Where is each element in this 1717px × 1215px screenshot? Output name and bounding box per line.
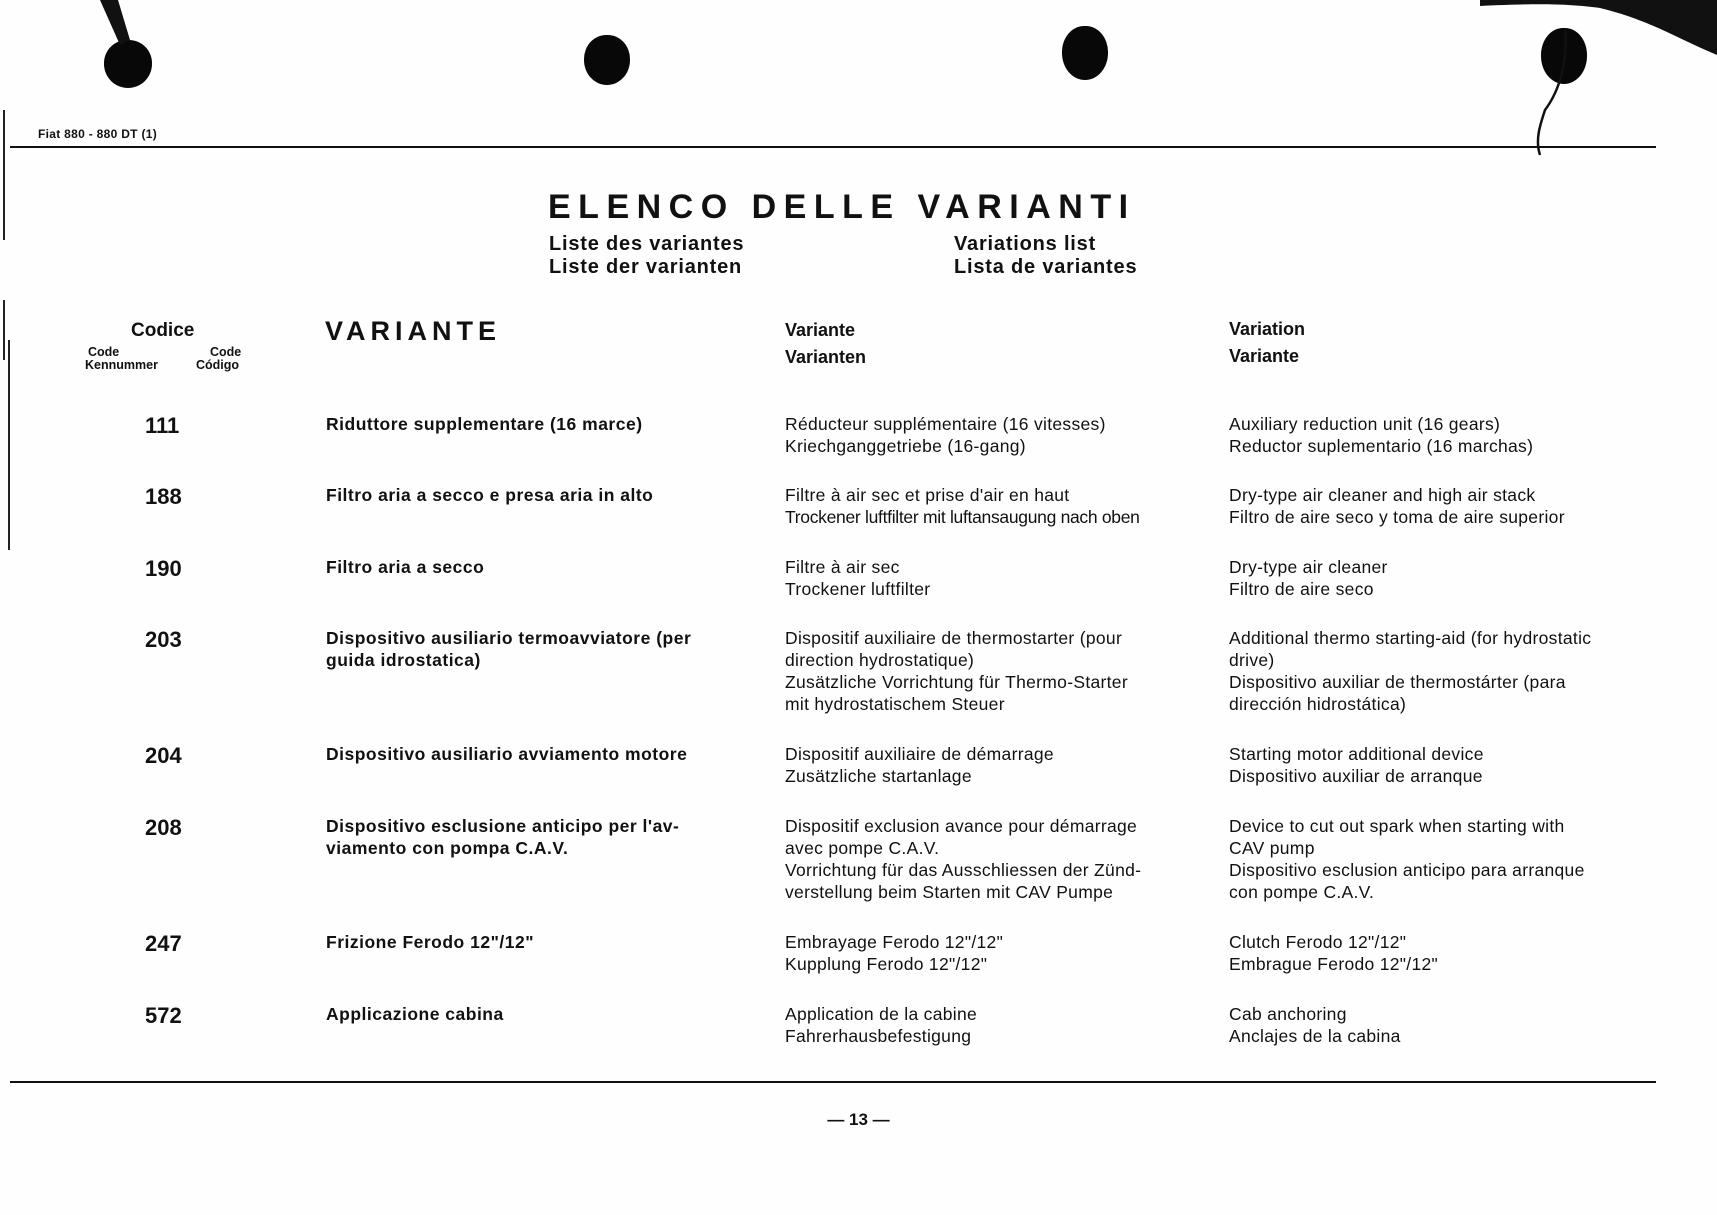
top-rule [10,146,1656,148]
row-code: 204 [145,743,182,768]
row-description-en-es: Auxiliary reduction unit (16 gears) Reductor suplementario (16 marchas) [1229,414,1534,456]
row-description-it: Riduttore supplementare (16 marce) [326,414,643,434]
row-description-en-es: Device to cut out spark when starting with CAV pump Dispositivo esclusion anticipo para arranque con pompe C.A.V. [1229,816,1585,902]
row-description-fr-de: Dispositif auxiliaire de thermostarter (pour direction hydrostatique) Zusätzliche Vorrichtung für Thermo-Starter mit hydrostatischem Steuer [785,628,1128,714]
row-description-fr-de: Dispositif exclusion avance pour démarrage avec pompe C.A.V. Vorrichtung für das Ausschliessen der Zünd- verstellung beim Starten mit CAV Pumpe [785,816,1142,902]
row-code: 188 [145,484,182,509]
page-number: — 13 — [827,1110,890,1129]
row-description-fr-de: Filtre à air sec Trockener luftfilter [785,557,931,599]
row-description-fr-de: Embrayage Ferodo 12"/12" Kupplung Ferodo 12"/12" [785,932,1004,974]
document-reference: Fiat 880 - 880 DT (1) [38,127,158,141]
row-description-it: Dispositivo ausiliario avviamento motore [326,744,688,764]
column-header-code-fr: Code [88,345,120,359]
scan-smudge [90,0,160,60]
scan-smudge [1480,0,1717,160]
edge-mark [3,300,5,360]
row-code: 111 [145,413,180,438]
binder-hole-2 [584,35,630,85]
subtitle-fr: Liste des variantes [549,233,745,255]
row-code: 208 [145,815,182,840]
row-description-fr-de: Réducteur supplémentaire (16 vitesses) Kriechganggetriebe (16-gang) [785,414,1106,456]
column-header-variante-es: Variante [1229,346,1300,366]
row-description-en-es: Dry-type air cleaner Filtro de aire seco [1229,557,1388,599]
column-header-variante-it: VARIANTE [325,316,502,346]
column-header-code-en: Code [210,345,242,359]
row-description-it: Filtro aria a secco e presa aria in alto [326,485,654,505]
row-code: 247 [145,931,182,956]
row-description-it: Filtro aria a secco [326,557,485,577]
edge-mark [8,340,10,550]
row-description-it: Frizione Ferodo 12"/12" [326,932,534,952]
row-code: 572 [145,1003,182,1028]
row-description-it: Applicazione cabina [326,1004,504,1024]
column-header-varianten-de: Varianten [785,347,867,367]
edge-mark [3,110,5,240]
column-header-codice: Codice [131,320,195,341]
bottom-rule [10,1081,1656,1083]
binder-hole-3 [1062,26,1108,80]
row-code: 203 [145,627,182,652]
column-header-code-es: Código [196,358,240,372]
row-description-en-es: Dry-type air cleaner and high air stack Filtro de aire seco y toma de aire superior [1229,485,1565,527]
subtitle-de: Liste der varianten [549,256,743,278]
subtitle-en: Variations list [954,233,1097,255]
column-header-variante-fr: Variante [785,320,856,340]
row-description-en-es: Clutch Ferodo 12"/12" Embrague Ferodo 12"/12" [1229,932,1439,974]
row-description-en-es: Additional thermo starting-aid (for hydrostatic drive) Dispositivo auxiliar de thermostárter (para dirección hidrostática) [1229,628,1592,714]
row-description-fr-de: Dispositif auxiliaire de démarrage Zusätzliche startanlage [785,744,1054,786]
row-description-it: Dispositivo ausiliario termoavviatore (per guida idrostatica) [326,628,692,670]
row-code: 190 [145,556,182,581]
subtitle-es: Lista de variantes [954,256,1138,278]
column-header-variation-en: Variation [1229,319,1306,339]
column-header-code-de: Kennummer [85,358,158,372]
page-title: ELENCO DELLE VARIANTI [548,188,1136,226]
row-description-it: Dispositivo esclusione anticipo per l'av- viamento con pompa C.A.V. [326,816,680,858]
row-description-en-es: Cab anchoring Anclajes de la cabina [1229,1004,1401,1046]
row-description-fr-de: Filtre à air sec et prise d'air en haut Trockener luftfilter mit luftansaugung nach oben [785,485,1140,527]
row-description-en-es: Starting motor additional device Dispositivo auxiliar de arranque [1229,744,1484,786]
row-description-fr-de: Application de la cabine Fahrerhausbefestigung [785,1004,978,1046]
